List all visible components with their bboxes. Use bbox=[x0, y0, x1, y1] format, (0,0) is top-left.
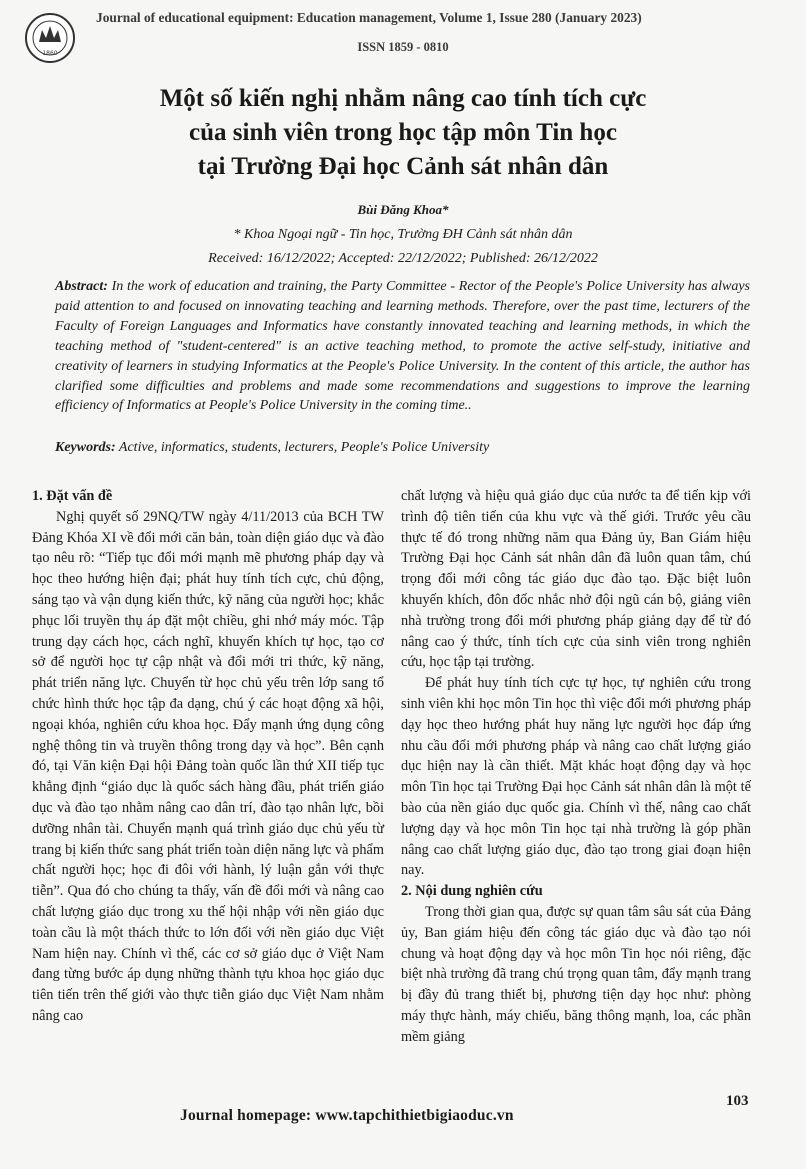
page-number: 103 bbox=[726, 1093, 749, 1109]
keywords-text: Active, informatics, students, lecturers, People's Police University bbox=[115, 440, 490, 455]
section-2-heading: 2. Nội dung nghiên cứu bbox=[401, 883, 543, 900]
logo-year: 1860 bbox=[42, 50, 58, 57]
abstract bbox=[55, 277, 750, 416]
abstract-label: Abstract: bbox=[55, 279, 108, 294]
keywords bbox=[55, 440, 750, 456]
affiliation: * Khoa Ngoại ngữ - Tin học, Trường ĐH Cảnh sát nhân dân bbox=[233, 227, 573, 242]
section-2-paragraph-1: Trong thời gian qua, được sự quan tâm sâu sát của Đảng ủy, Ban giám hiệu đến công tác giáo dục và đào tạo nói chung và hoạt động dạy và học môn Tin học nói riêng, đặc biệt nhà trường đã trang chú trọng quan tâm, đẩy mạnh trang bị đầy đủ trang thiết bị, phương tiện dạy học như: phòng máy thực hành, máy chiếu, băng thông mạnh, loa, các phần mềm giảng bbox=[401, 903, 751, 1045]
title-line-3: tại Trường Đại học Cảnh sát nhân dân bbox=[197, 153, 609, 180]
right-column bbox=[401, 486, 751, 1048]
section-1-paragraph-1: Nghị quyết số 29NQ/TW ngày 4/11/2013 của BCH TW Đảng Khóa XI về đổi mới căn bản, toàn diện giáo dục và đào tạo nêu rõ: “Tiếp tục đổi mới mạnh mẽ phương pháp dạy và học theo hướng hiện đại; phát huy tính tích cực, chủ động, sáng tạo và vận dụng kiến thức, kỹ năng của người học; khắc phục lối truyền thụ áp đặt một chiều, ghi nhớ máy móc. Tập trung dạy cách học, cách nghĩ, khuyến khích tự học, tạo cơ sở để người học tự cập nhật và đổi mới tri thức, kỹ năng, phát triển năng lực. Chuyển từ học chủ yếu trên lớp sang tổ chức hình thức học tập đa dạng, chú ý các hoạt động xã hội, ngoại khóa, nghiên cứu khoa học. Đẩy mạnh ứng dụng công nghệ thông tin và truyền thông trong dạy và học”. Bên cạnh đó, tại Văn kiện Đại hội Đảng toàn quốc lần thứ XII tiếp tục khẳng định “giáo dục là quốc sách hàng đầu, phát triển giáo dục và đào tạo nhằm nâng cao dân trí, đào tạo nhân lực, bồi dưỡng nhân tài. Chuyển mạnh quá trình giáo dục chủ yếu từ trang bị kiến thức sang phát triển toàn diện năng lực và phẩm chất người học; học đi đôi với hành, lý luận gắn với thực tiễn”. Qua đó cho chúng ta thấy, vấn đề đổi mới và nâng cao chất lượng giáo dục trong xu thế hội nhập với nền giáo dục toàn cầu là một thách thức to lớn đối với nền giáo dục Việt Nam hiện nay. Chính vì thế, các cơ sở giáo dục ở Việt Nam đang từng bước áp dụng những thành tựu khoa học giáo dục tiên tiến trên thế giới vào thực tiễn giáo dục Việt Nam nhằm nâng cao bbox=[32, 508, 384, 1024]
title-line-2: của sinh viên trong học tập môn Tin học bbox=[189, 119, 617, 146]
keywords-label: Keywords: bbox=[55, 440, 116, 455]
left-column bbox=[32, 486, 384, 1027]
title-line-1: Một số kiến nghị nhằm nâng cao tính tích cực bbox=[159, 85, 647, 112]
journal-logo bbox=[24, 12, 76, 64]
journal-info: Journal of educational equipment: Education management, Volume 1, Issue 280 (January 2023) bbox=[96, 10, 642, 25]
article-title bbox=[60, 82, 746, 184]
abstract-text: In the work of education and training, the Party Committee - Rector of the People's Police University has always paid attention to and focused on innovating teaching and learning methods. Therefore, over the past time, lecturers of the Faculty of Foreign Languages and Informatics have constantly innovated teaching and learning methods, in which the teaching method of "student-centered" is an active teaching method, to promote the active self-study, initiative and creativity of learners in studying Informatics at the People's Police University. In the content of this article, the author has clarified some difficulties and problems and made some recommendations and suggestions to improve the learning efficiency of Informatics at People's Police University in the coming time.. bbox=[55, 279, 750, 414]
section-1-paragraph-2: Để phát huy tính tích cực tự học, tự nghiên cứu trong sinh viên khi học môn Tin học thì việc đổi mới phương pháp dạy học theo hướng phát huy năng lực người học đáp ứng nhu cầu đổi mới phương pháp và nâng cao chất lượng giáo dục hiện nay là cần thiết. Mặt khác hoạt động dạy và học môn Tin học tại Trường Đại học Cảnh sát nhân dân là một tế bào của nền giáo dục quốc gia. Chính vì thế, nâng cao chất lượng dạy và học môn Tin học tại nhà trường là góp phần nâng cao chất lượng giáo dục, đào tạo trong giai đoạn hiện nay. bbox=[401, 675, 751, 879]
author: Bùi Đăng Khoa* bbox=[357, 202, 449, 217]
issn: ISSN 1859 - 0810 bbox=[357, 40, 449, 54]
section-1-heading: 1. Đặt vấn đề bbox=[32, 488, 113, 504]
section-1-paragraph-1-continued: chất lượng và hiệu quả giáo dục của nước ta để tiến kịp với trình độ tiên tiến của khu vực và thế giới. Trước yêu cầu thực tế đó trong những năm qua Đảng ủy, Ban Giám hiệu Trường Đại học Cảnh sát nhân dân đã luôn quan tâm, chú trọng đổi mới công tác giáo dục đào tạo. Đặc biệt luôn khuyến khích, đôn đốc nhắc nhở đội ngũ cán bộ, giảng viên nhà trường trong đổi mới phương pháp giảng dạy để từ đó nâng cao ý thức, tính tích cực của sinh viên trong nghiên cứu, học tập tại trường. bbox=[401, 488, 751, 671]
journal-homepage: Journal homepage: www.tapchithietbigiaoduc.vn bbox=[180, 1107, 514, 1124]
publication-dates: Received: 16/12/2022; Accepted: 22/12/2022; Published: 26/12/2022 bbox=[208, 251, 598, 266]
